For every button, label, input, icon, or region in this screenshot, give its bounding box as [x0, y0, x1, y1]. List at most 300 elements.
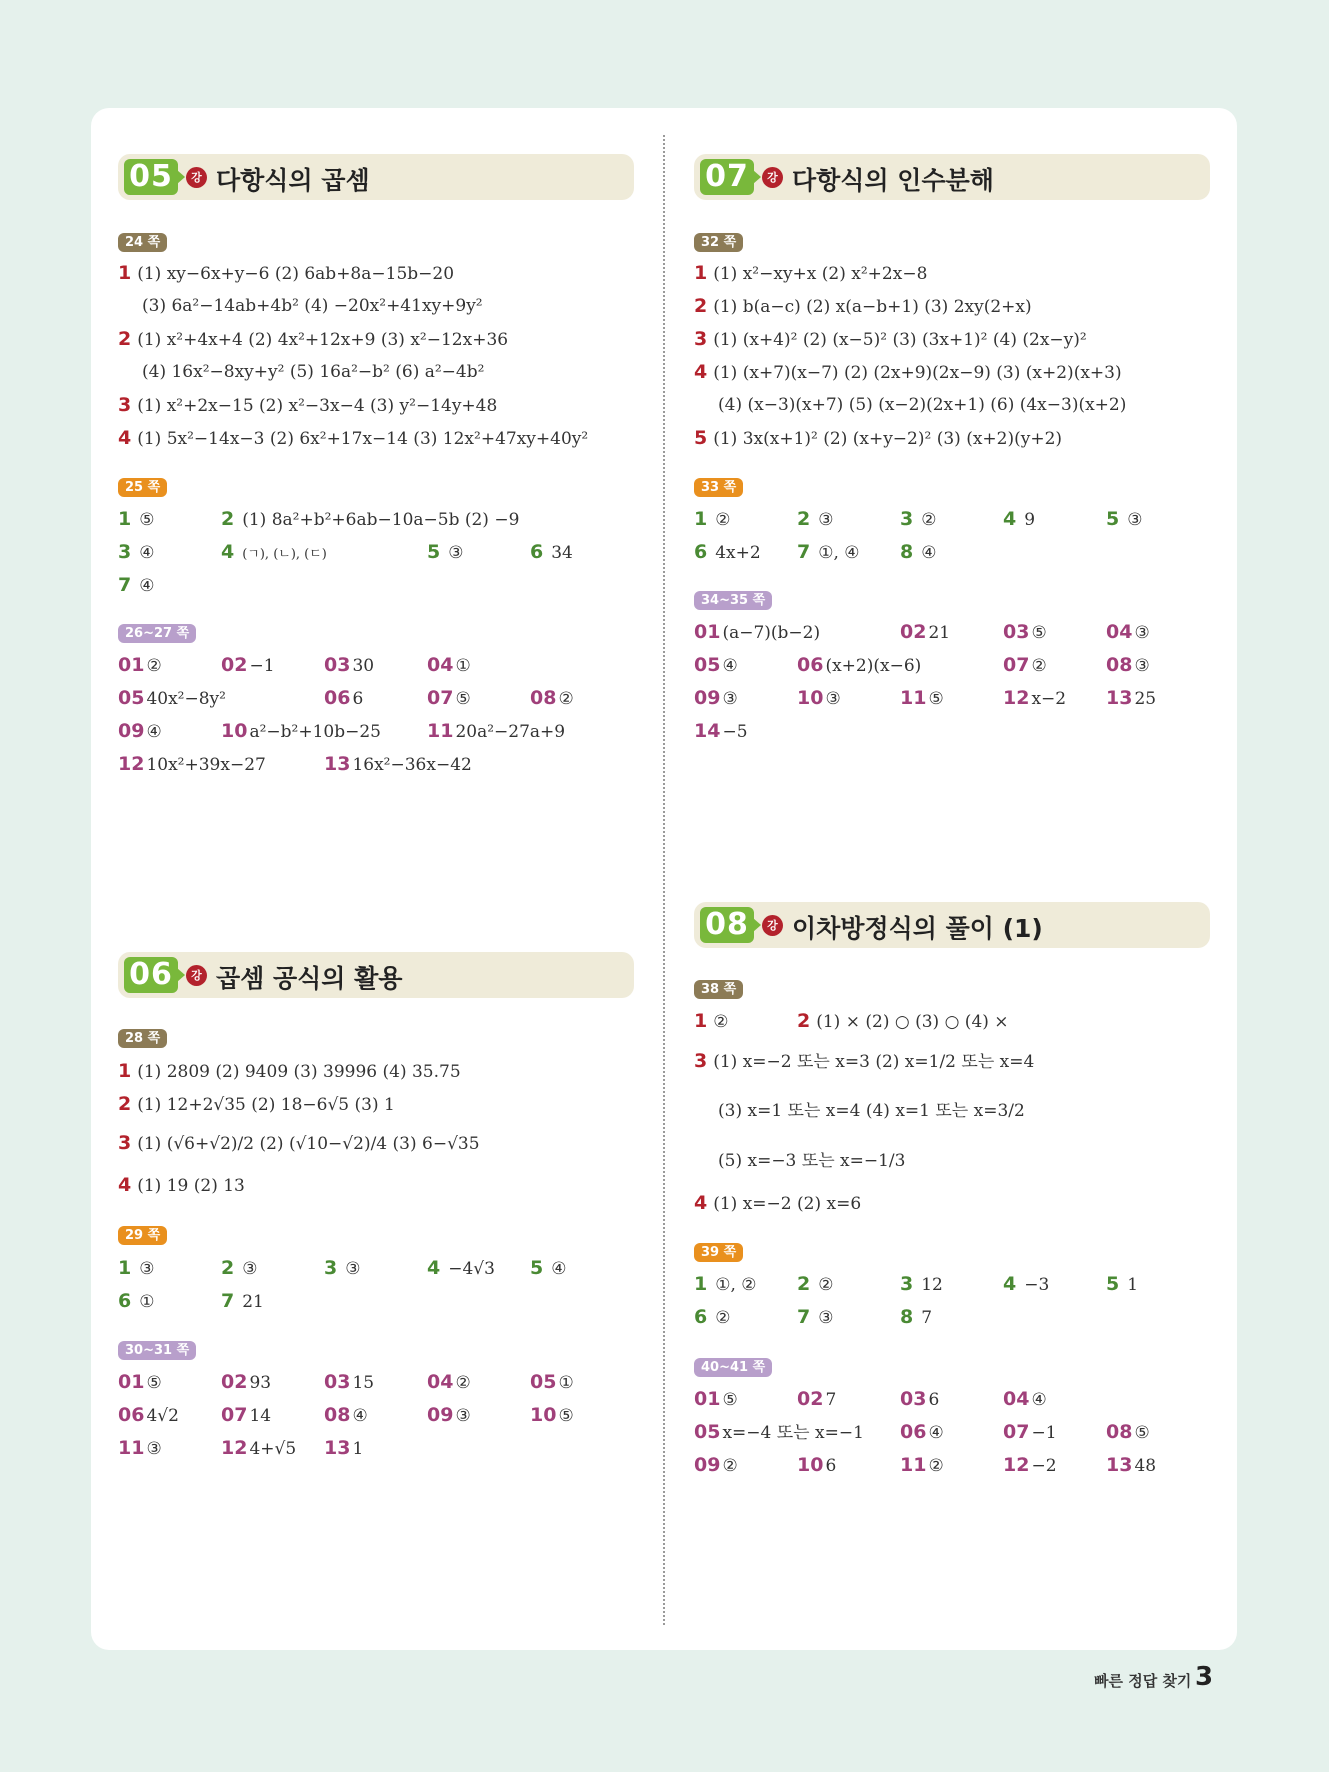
answer-text: (1) (x+4)² (2) (x−5)² (3) (3x+1)² (4) (2x−y)² [713, 330, 1087, 350]
question-number: 4 [1003, 1273, 1017, 1295]
answer-text: −1 [249, 656, 275, 676]
answer-cell [427, 1404, 471, 1427]
question-number: 2 [221, 508, 235, 530]
answer-text: (1) 8a²+b²+6ab−10a−5b (2) −9 [242, 510, 520, 530]
answer-text: 34 [551, 543, 573, 563]
question-number: 06 [900, 1421, 927, 1443]
answer-cell [797, 541, 860, 564]
answer-text: 30 [352, 656, 375, 676]
answer-text: (1) x²+2x−15 (2) x²−3x−4 (3) y²−14y+48 [137, 396, 498, 416]
answer-line [694, 295, 1032, 318]
answer-cell [1003, 508, 1035, 531]
question-number: 05 [118, 687, 145, 709]
answer-cell [324, 1437, 363, 1460]
answer-text: x=−4 또는 x=−1 [722, 1423, 864, 1443]
answer-cell [900, 1273, 943, 1296]
answer-cell [1106, 1454, 1156, 1477]
question-number: 3 [694, 328, 708, 350]
answer-cell [324, 687, 363, 710]
answer-text: (4) 16x²−8xy+y² (5) 16a²−b² (6) a²−4b² [142, 362, 485, 382]
lesson-number-badge: 07 [700, 159, 754, 195]
answer-cell [118, 1371, 162, 1394]
answer-cell [900, 1388, 939, 1411]
answer-line [118, 1132, 480, 1155]
question-number: 08 [324, 1404, 351, 1426]
question-number: 04 [1003, 1388, 1030, 1410]
answer-text: ② [818, 1275, 834, 1295]
answer-text: 48 [1134, 1456, 1157, 1476]
answer-text: −1 [1031, 1423, 1057, 1443]
question-number: 04 [427, 654, 454, 676]
answer-cell [427, 541, 463, 564]
question-number: 01 [118, 654, 145, 676]
page-tag: 26~27 쪽 [118, 624, 196, 643]
page-tag: 33 쪽 [694, 478, 743, 497]
question-number: 3 [118, 394, 132, 416]
question-number: 8 [900, 541, 914, 563]
answer-cell [118, 574, 154, 597]
answer-text: 14 [249, 1406, 272, 1426]
answer-cell [1003, 1388, 1047, 1411]
lesson-number-badge: 06 [124, 957, 178, 993]
answer-text: ② [928, 1456, 944, 1476]
answer-text: ② [146, 656, 162, 676]
question-number: 10 [797, 687, 824, 709]
answer-text: ③ [146, 1439, 162, 1459]
answer-cell [694, 508, 730, 531]
question-number: 1 [694, 1010, 708, 1032]
question-number: 5 [530, 1257, 544, 1279]
page-tag: 40~41 쪽 [694, 1358, 772, 1377]
answer-text: (ㄱ), (ㄴ), (ㄷ) [242, 547, 327, 562]
question-number: 2 [797, 1010, 811, 1032]
answer-text: 7 [921, 1308, 933, 1328]
answer-cell [118, 720, 162, 743]
answer-text: (4) (x−3)(x+7) (5) (x−2)(2x+1) (6) (4x−3)(x+2) [718, 395, 1127, 415]
answer-cell [694, 1306, 730, 1329]
answer-text: ⑤ [558, 1406, 574, 1426]
answer-text: (1) 12+2√35 (2) 18−6√5 (3) 1 [137, 1095, 395, 1115]
question-number: 12 [221, 1437, 248, 1459]
answer-text: ② [715, 1308, 731, 1328]
question-number: 10 [797, 1454, 824, 1476]
answer-text: ① [139, 1292, 155, 1312]
answer-cell [900, 1306, 932, 1329]
answer-text: (1) xy−6x+y−6 (2) 6ab+8a−15b−20 [137, 264, 455, 284]
answer-text: −5 [722, 722, 748, 742]
answer-text: a²−b²+10b−25 [249, 722, 381, 742]
question-number: 3 [118, 1132, 132, 1154]
answer-cell [118, 508, 154, 531]
question-number: 05 [530, 1371, 557, 1393]
question-number: 04 [1106, 621, 1133, 643]
answer-cell [1106, 1421, 1150, 1444]
question-number: 7 [797, 1306, 811, 1328]
answer-cell [694, 1273, 757, 1296]
answer-cell [530, 541, 573, 564]
answer-text: ④ [921, 543, 937, 563]
question-number: 03 [324, 654, 351, 676]
question-number: 2 [221, 1257, 235, 1279]
question-number: 12 [1003, 1454, 1030, 1476]
answer-cell [118, 687, 226, 710]
answer-text: ④ [139, 576, 155, 596]
answer-text: ③ [139, 1259, 155, 1279]
section-title-bar [118, 154, 634, 200]
answer-text: 20a²−27a+9 [455, 722, 566, 742]
answer-cell [797, 687, 841, 710]
answer-text: (1) × (2) ○ (3) ○ (4) × [816, 1012, 1009, 1032]
answer-cell [530, 1371, 574, 1394]
answer-cell [1106, 687, 1156, 710]
answer-text: ③ [242, 1259, 258, 1279]
question-number: 4 [694, 361, 708, 383]
question-number: 4 [118, 427, 132, 449]
answer-cell [221, 1290, 264, 1313]
question-number: 2 [118, 1093, 132, 1115]
answer-cell [324, 1371, 374, 1394]
answer-line [718, 394, 1126, 416]
question-number: 1 [694, 1273, 708, 1295]
answer-text: ①, ④ [818, 543, 860, 563]
answer-cell [221, 1257, 257, 1280]
answer-text: ② [558, 689, 574, 709]
lesson-number-badge: 08 [700, 907, 754, 943]
answer-text: ② [722, 1456, 738, 1476]
question-number: 02 [797, 1388, 824, 1410]
answer-text: (x+2)(x−6) [825, 656, 922, 676]
answer-line [118, 1093, 395, 1116]
answer-text: (3) 6a²−14ab+4b² (4) −20x²+41xy+9y² [142, 296, 483, 316]
page-tag: 39 쪽 [694, 1243, 743, 1262]
question-number: 2 [797, 508, 811, 530]
question-number: 5 [427, 541, 441, 563]
question-number: 1 [118, 262, 132, 284]
answer-cell [530, 1257, 566, 1280]
answer-text: 7 [825, 1390, 837, 1410]
question-number: 12 [1003, 687, 1030, 709]
question-number: 03 [1003, 621, 1030, 643]
question-number: 3 [900, 508, 914, 530]
answer-cell [797, 1454, 836, 1477]
lesson-marker-icon: 강 [186, 167, 207, 188]
answer-text: ③ [818, 510, 834, 530]
section-title: 다항식의 인수분해 [792, 166, 994, 195]
answer-text: 10x²+39x−27 [146, 755, 266, 775]
question-number: 4 [1003, 508, 1017, 530]
answer-cell [694, 687, 738, 710]
question-number: 13 [324, 753, 351, 775]
answer-cell [797, 1388, 836, 1411]
question-number: 05 [694, 1421, 721, 1443]
question-number: 2 [694, 295, 708, 317]
answer-cell [900, 621, 950, 644]
answer-line [694, 262, 927, 285]
question-number: 08 [530, 687, 557, 709]
answer-line [718, 1150, 905, 1172]
answer-text: ③ [825, 689, 841, 709]
answer-text: 21 [242, 1292, 264, 1312]
answer-text: ④ [146, 722, 162, 742]
answer-cell [324, 753, 472, 776]
answer-text: (1) x=−2 또는 x=3 (2) x=1/2 또는 x=4 [713, 1052, 1035, 1072]
answer-text: ② [921, 510, 937, 530]
question-number: 5 [1106, 508, 1120, 530]
question-number: 4 [427, 1257, 441, 1279]
question-number: 03 [324, 1371, 351, 1393]
column-divider [663, 135, 665, 1625]
lesson-marker-icon: 강 [186, 965, 207, 986]
answer-text: (5) x=−3 또는 x=−1/3 [718, 1151, 906, 1171]
question-number: 03 [900, 1388, 927, 1410]
page-tag: 38 쪽 [694, 980, 743, 999]
lesson-number-badge: 05 [124, 159, 178, 195]
answer-text: ④ [1031, 1390, 1047, 1410]
answer-cell [221, 1371, 271, 1394]
question-number: 02 [900, 621, 927, 643]
answer-text: 4x+2 [715, 543, 761, 563]
question-number: 5 [1106, 1273, 1120, 1295]
answer-text: ④ [722, 656, 738, 676]
question-number: 02 [221, 654, 248, 676]
answer-cell [694, 1388, 738, 1411]
answer-text: 16x²−36x−42 [352, 755, 472, 775]
answer-cell [118, 1404, 179, 1427]
answer-cell [118, 1257, 154, 1280]
question-number: 4 [221, 541, 235, 563]
answer-text: ④ [551, 1259, 567, 1279]
answer-text: (1) x=−2 (2) x=6 [713, 1194, 862, 1214]
question-number: 7 [118, 574, 132, 596]
answer-text: ③ [1134, 656, 1150, 676]
answer-text: 15 [352, 1373, 375, 1393]
answer-text: 6 [352, 689, 364, 709]
answer-cell [324, 1257, 360, 1280]
answer-cell [427, 687, 471, 710]
question-number: 13 [1106, 687, 1133, 709]
answer-cell [694, 541, 761, 564]
answer-cell [1003, 1273, 1049, 1296]
question-number: 07 [1003, 654, 1030, 676]
question-number: 2 [797, 1273, 811, 1295]
answer-cell [118, 541, 154, 564]
answer-line [694, 328, 1087, 351]
answer-cell [797, 654, 921, 677]
question-number: 4 [694, 1192, 708, 1214]
answer-text: 40x²−8y² [146, 689, 226, 709]
question-number: 4 [118, 1174, 132, 1196]
answer-text: ③ [345, 1259, 361, 1279]
answer-text: (1) 5x²−14x−3 (2) 6x²+17x−14 (3) 12x²+47xy+40y² [137, 429, 589, 449]
question-number: 09 [694, 1454, 721, 1476]
answer-text: x−2 [1031, 689, 1067, 709]
answer-text: ③ [455, 1406, 471, 1426]
answer-text: 21 [928, 623, 951, 643]
answer-line [118, 1060, 461, 1083]
question-number: 05 [694, 654, 721, 676]
answer-text: 6 [928, 1390, 940, 1410]
section-07 [694, 154, 1214, 742]
question-number: 1 [694, 508, 708, 530]
answer-text: ⑤ [1031, 623, 1047, 643]
answer-cell [427, 654, 471, 677]
page-tag: 24 쪽 [118, 233, 167, 252]
answer-cell [797, 508, 833, 531]
answer-cell [118, 753, 266, 776]
question-number: 6 [694, 1306, 708, 1328]
question-number: 08 [1106, 654, 1133, 676]
question-number: 01 [118, 1371, 145, 1393]
section-title: 이차방정식의 풀이 (1) [792, 914, 1043, 943]
question-number: 6 [694, 541, 708, 563]
question-number: 3 [694, 1050, 708, 1072]
question-number: 14 [694, 720, 721, 742]
answer-line [694, 427, 1062, 450]
question-number: 11 [427, 720, 454, 742]
answer-cell [797, 1273, 833, 1296]
answer-text: (1) 3x(x+1)² (2) (x+y−2)² (3) (x+2)(y+2) [713, 429, 1063, 449]
answer-line [118, 427, 588, 450]
answer-cell [694, 720, 748, 743]
answer-cell [900, 508, 936, 531]
question-number: 09 [118, 720, 145, 742]
answer-line [694, 1192, 861, 1215]
question-number: 06 [118, 1404, 145, 1426]
answer-cell [1106, 621, 1150, 644]
section-06 [118, 952, 638, 1459]
answer-text: ② [455, 1373, 471, 1393]
answer-cell [221, 1404, 271, 1427]
answer-cell [427, 720, 565, 743]
answer-cell [221, 1437, 296, 1460]
question-number: 02 [221, 1371, 248, 1393]
answer-cell [694, 654, 738, 677]
question-number: 07 [221, 1404, 248, 1426]
answer-cell [1003, 654, 1047, 677]
question-number: 8 [900, 1306, 914, 1328]
answer-text: (1) (√6+√2)/2 (2) (√10−√2)/4 (3) 6−√35 [137, 1134, 480, 1154]
answer-cell [427, 1371, 471, 1394]
question-number: 09 [427, 1404, 454, 1426]
question-number: 01 [694, 1388, 721, 1410]
answer-text: ④ [139, 543, 155, 563]
answer-text: ② [715, 510, 731, 530]
page-number: 3 [1195, 1662, 1214, 1692]
question-number: 3 [118, 541, 132, 563]
answer-cell [797, 1306, 833, 1329]
answer-cell [900, 541, 936, 564]
answer-text: 1 [352, 1439, 364, 1459]
question-number: 1 [694, 262, 708, 284]
lesson-marker-icon: 강 [762, 167, 783, 188]
footer-label: 빠른 정답 찾기 [1094, 1672, 1192, 1690]
answer-text: ① [455, 656, 471, 676]
answer-text: ⑤ [1134, 1423, 1150, 1443]
answer-cell [324, 1404, 368, 1427]
answer-text: ③ [818, 1308, 834, 1328]
page-tag: 28 쪽 [118, 1029, 167, 1048]
section-title-bar [694, 902, 1210, 948]
section-title: 곱셈 공식의 활용 [216, 964, 403, 993]
answer-cell [530, 1404, 574, 1427]
question-number: 1 [118, 1060, 132, 1082]
question-number: 7 [221, 1290, 235, 1312]
answer-text: 93 [249, 1373, 272, 1393]
answer-text: 12 [921, 1275, 943, 1295]
answer-text: (1) x²+4x+4 (2) 4x²+12x+9 (3) x²−12x+36 [137, 330, 509, 350]
answer-cell [427, 1257, 495, 1280]
answer-text: (1) (x+7)(x−7) (2) (2x+9)(2x−9) (3) (x+2)(x+3) [713, 363, 1122, 383]
answer-line [694, 1050, 1034, 1073]
question-number: 11 [118, 1437, 145, 1459]
answer-cell [694, 1454, 738, 1477]
page-tag: 34~35 쪽 [694, 591, 772, 610]
question-number: 3 [900, 1273, 914, 1295]
question-number: 06 [324, 687, 351, 709]
question-number: 07 [427, 687, 454, 709]
answer-line [142, 361, 484, 383]
answer-text: 25 [1134, 689, 1157, 709]
section-title: 다항식의 곱셈 [216, 166, 370, 195]
answer-text: ④ [928, 1423, 944, 1443]
answer-line [797, 1010, 1009, 1033]
answer-text: (1) 19 (2) 13 [137, 1176, 245, 1196]
answer-text: ③ [722, 689, 738, 709]
answer-text: 6 [825, 1456, 837, 1476]
answer-text: 1 [1127, 1275, 1139, 1295]
answer-cell [900, 687, 944, 710]
question-number: 1 [118, 508, 132, 530]
answer-text: ③ [1134, 623, 1150, 643]
question-number: 10 [530, 1404, 557, 1426]
section-05 [118, 154, 638, 775]
answer-text: ① [558, 1373, 574, 1393]
answer-cell [1106, 1273, 1138, 1296]
question-number: 7 [797, 541, 811, 563]
answer-text: (a−7)(b−2) [722, 623, 821, 643]
answer-text: ⑤ [928, 689, 944, 709]
question-number: 5 [694, 427, 708, 449]
answer-cell [1003, 1454, 1057, 1477]
question-number: 12 [118, 753, 145, 775]
answer-text: ①, ② [715, 1275, 757, 1295]
answer-text: (1) 2809 (2) 9409 (3) 39996 (4) 35.75 [137, 1062, 461, 1082]
answer-cell [1106, 654, 1150, 677]
answer-line [694, 1010, 728, 1033]
page-tag: 30~31 쪽 [118, 1341, 196, 1360]
answer-cell [1003, 621, 1047, 644]
answer-cell [694, 621, 820, 644]
answer-cell [221, 508, 519, 531]
question-number: 6 [118, 1290, 132, 1312]
question-number: 11 [900, 1454, 927, 1476]
answer-text: (1) b(a−c) (2) x(a−b+1) (3) 2xy(2+x) [713, 297, 1032, 317]
question-number: 08 [1106, 1421, 1133, 1443]
question-number: 06 [797, 654, 824, 676]
answer-cell [221, 541, 327, 566]
answer-line [118, 394, 497, 417]
answer-line [718, 1100, 1025, 1122]
answer-cell [324, 654, 374, 677]
answer-cell [694, 1421, 864, 1444]
answer-text: ③ [448, 543, 464, 563]
answer-line [118, 1174, 245, 1197]
answer-text: (1) x²−xy+x (2) x²+2x−8 [713, 264, 928, 284]
answer-cell [221, 654, 275, 677]
answer-text: ⑤ [455, 689, 471, 709]
answer-text: ⑤ [722, 1390, 738, 1410]
question-number: 13 [324, 1437, 351, 1459]
